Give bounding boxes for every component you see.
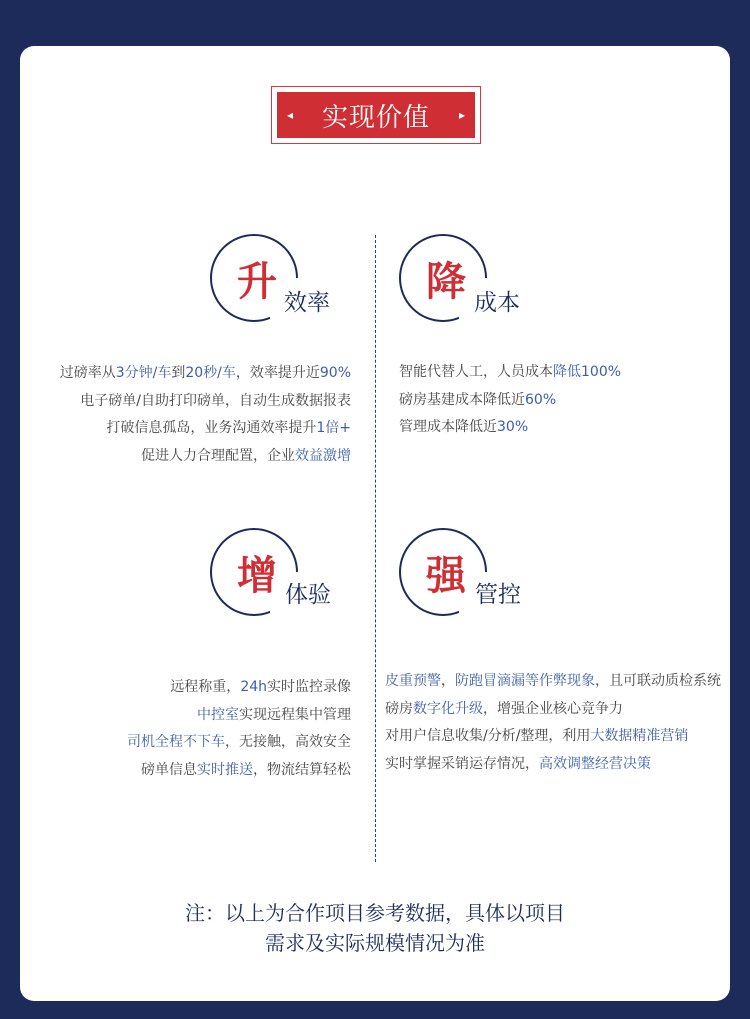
body-text: ，无接触，高效安全 <box>225 734 351 750</box>
highlight-text: 90% <box>319 365 351 381</box>
footnote-line-1: 注：以上为合作项目参考数据，具体以项目 <box>185 901 565 925</box>
text-line <box>127 757 351 785</box>
body-text: 磅房 <box>385 700 413 717</box>
experience-label: 体验 <box>285 582 331 608</box>
highlight-text: 实时推送 <box>197 761 253 778</box>
text-line <box>127 674 351 702</box>
text-line <box>60 360 351 388</box>
footnote <box>0 898 750 958</box>
control-lines <box>385 668 721 778</box>
body-text: 促进人力合理配置，企业 <box>141 447 295 464</box>
body-text: 远程称重， <box>170 679 241 695</box>
text-line <box>385 723 721 751</box>
highlight-text: 高效调整经营决策 <box>539 755 651 772</box>
section-banner <box>277 92 475 138</box>
body-text: ，效率提升近 <box>235 365 320 381</box>
text-line <box>60 388 351 416</box>
highlight-text: 30% <box>497 419 529 435</box>
arrow-left-icon: ◂ <box>287 108 294 122</box>
highlight-text: 降低100% <box>553 364 622 380</box>
experience-big-char: 增 <box>237 553 277 599</box>
text-line <box>60 415 351 443</box>
body-text: 打破信息孤岛，业务沟通效率提升 <box>106 420 317 436</box>
highlight-text: 24h <box>240 679 267 695</box>
body-text: ，增强企业核心竞争力 <box>483 700 623 717</box>
center-divider <box>375 235 376 862</box>
body-text: 实时监控录像 <box>267 679 351 695</box>
text-line <box>385 751 721 779</box>
text-line <box>385 668 721 696</box>
cost-big-char: 降 <box>426 259 466 305</box>
body-text: ，且可联动质检系统 <box>595 673 721 689</box>
text-line <box>399 414 621 442</box>
cost-lines <box>399 359 621 442</box>
efficiency-label: 效率 <box>284 290 330 316</box>
body-text: 过磅率从 <box>59 365 116 381</box>
highlight-text: 20秒/车 <box>185 365 236 381</box>
body-text: 实现远程集中管理 <box>239 706 351 723</box>
body-text: 电子磅单/自助打印磅单，自动生成数据报表 <box>80 392 351 409</box>
highlight-text: 司机全程不下车 <box>127 734 225 750</box>
highlight-text: 皮重预警 <box>385 673 441 689</box>
text-line <box>385 696 721 724</box>
efficiency-big-char: 升 <box>237 259 277 305</box>
text-line <box>399 387 621 415</box>
cost-label: 成本 <box>474 290 520 316</box>
control-label: 管控 <box>475 582 521 608</box>
control-big-char: 强 <box>426 553 466 599</box>
experience-lines <box>127 674 351 784</box>
text-line <box>127 702 351 730</box>
highlight-text: 数字化升级 <box>413 700 483 717</box>
efficiency-lines <box>60 360 351 470</box>
text-line <box>60 443 351 471</box>
body-text: 智能代替人工，人员成本 <box>399 364 553 380</box>
highlight-text: 大数据精准营销 <box>590 728 689 744</box>
footnote-line-2: 需求及实际规模情况为准 <box>265 931 485 955</box>
body-text: 管理成本降低近 <box>399 419 497 435</box>
arrow-right-icon: ▸ <box>458 108 465 122</box>
body-text: 磅单信息 <box>141 761 197 778</box>
highlight-text: 3分钟/车 <box>115 365 172 381</box>
highlight-text: 效益激增 <box>295 447 351 464</box>
text-line <box>399 359 621 387</box>
body-text: 对用户信息收集/分析/整理，利用 <box>385 728 591 744</box>
highlight-text: 中控室 <box>197 706 239 723</box>
text-line <box>127 729 351 757</box>
body-text: 磅房基建成本降低近 <box>399 391 525 408</box>
highlight-text: 1倍+ <box>316 420 351 436</box>
highlight-text: 60% <box>525 391 557 408</box>
body-text: ， <box>441 673 455 689</box>
banner-title: 实现价值 <box>321 102 430 133</box>
highlight-text: 防跑冒滴漏等作弊现象 <box>455 673 595 689</box>
body-text: 实时掌握采销运存情况， <box>385 755 539 772</box>
body-text: ，物流结算轻松 <box>253 761 351 778</box>
body-text: 到 <box>171 365 186 381</box>
